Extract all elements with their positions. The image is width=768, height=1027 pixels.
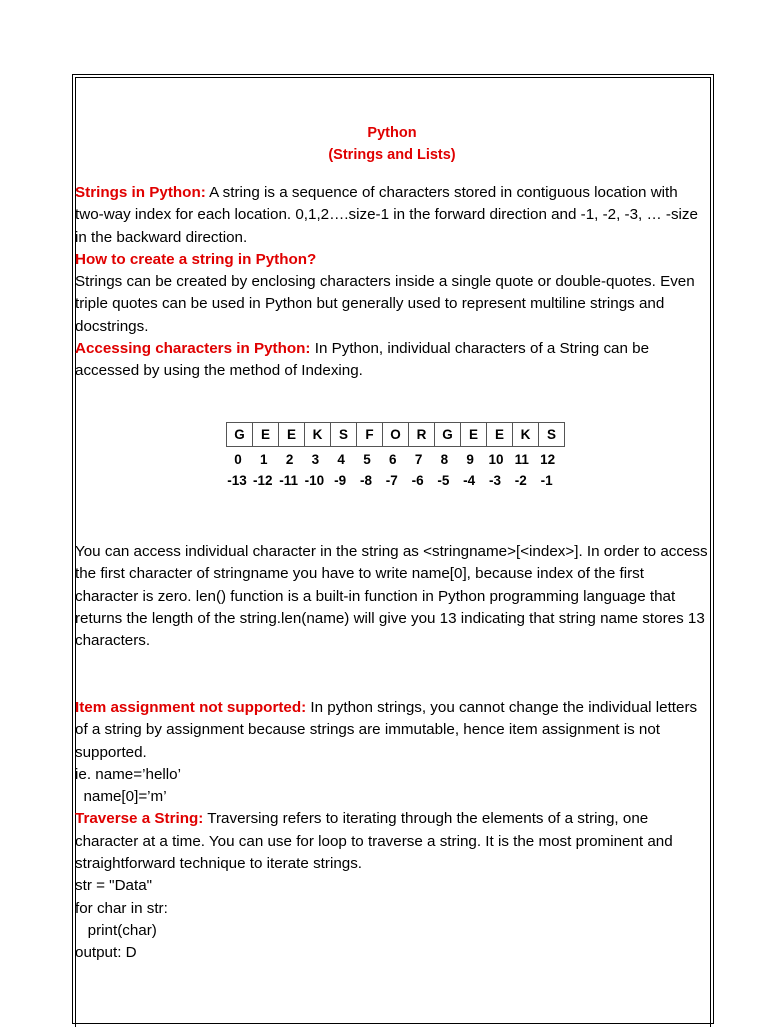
forward-index: 6 [389, 452, 397, 467]
backward-index: -8 [359, 473, 372, 488]
code-line-3: print(char) [75, 921, 157, 939]
forward-index: 10 [488, 452, 504, 467]
char-cell: K [513, 423, 539, 447]
title-line-2: (Strings and Lists) [328, 147, 456, 163]
backward-index: -11 [279, 473, 298, 488]
section-text: In python strings, you cannot change the individual letters of a string by assignment because strings are immutable, hence item assignment is not supported. [75, 699, 698, 761]
forward-index: 2 [285, 452, 294, 467]
section-text: Traversing refers to iterating through the elements of a string, one character at a time. You can use for loop to traverse a string. It is the most prominent and straightforward technique to iterate strings. [75, 810, 673, 873]
document-title [75, 122, 709, 166]
char-cell: E [487, 423, 513, 447]
backward-index: -5 [437, 473, 450, 488]
section-heading: How to create a string in Python? [75, 250, 317, 268]
char-cell: O [383, 423, 409, 447]
backward-index: -9 [334, 473, 347, 488]
char-cell: S [539, 423, 565, 447]
char-cell: G [435, 423, 461, 447]
section-heading: Traverse a String: [75, 810, 204, 828]
example-line-1: ie. name=’hello’ [75, 765, 181, 783]
backward-index: -7 [385, 473, 398, 488]
char-cell: G [227, 423, 253, 447]
forward-index: 1 [260, 452, 268, 467]
char-cell: E [279, 423, 305, 447]
section-create-string-text: Strings can be created by enclosing characters inside a single quote or double-quotes. Even triple quotes can be used in Python but generally used to represent multiline strings and docstrings. [75, 273, 695, 335]
access-paragraph: You can access individual character in the string as <stringname>[<index>]. In order to access the first character of stringname you have to write name[0], because index of the first character is zero. len() function is a built-in function in Python programming language that returns the length of the string.len(name) will give you 13 indicating that string name stores 13 characters. [75, 543, 708, 650]
char-cell: E [253, 423, 279, 447]
forward-index: 3 [311, 452, 320, 467]
backward-index: -4 [463, 473, 476, 488]
char-cell: E [461, 423, 487, 447]
code-line-4: output: D [75, 944, 137, 962]
section-strings-in-python [75, 182, 709, 249]
backward-index: -12 [253, 473, 273, 488]
forward-index: 9 [466, 452, 474, 467]
section-heading: Strings in Python: [75, 184, 206, 201]
forward-index: 5 [363, 452, 371, 467]
char-cell: R [409, 423, 435, 447]
forward-index: 0 [234, 452, 242, 467]
char-cell: F [357, 423, 383, 447]
forward-index: 4 [337, 452, 345, 467]
backward-index: -3 [488, 473, 501, 488]
backward-index: -13 [227, 473, 247, 488]
forward-index: 12 [540, 452, 556, 467]
access-paragraph-block [75, 541, 709, 652]
section-item-assignment [75, 697, 709, 764]
code-line-1: str = "Data" [75, 877, 153, 895]
section-traverse-string [75, 808, 709, 875]
char-cell: K [305, 423, 331, 447]
lower-sections [75, 697, 709, 965]
section-accessing-characters [75, 338, 709, 383]
section-text: A string is a sequence of characters stored in contiguous location with two-way index for each location. 0,1,2….size-1 in the forward direction and -1, -2, -3, … -size in the backward direction. [75, 184, 698, 246]
forward-index: 8 [440, 452, 449, 467]
char-grid [226, 422, 565, 447]
section-text: In Python, individual characters of a String can be accessed by using the method of Indexing. [75, 340, 650, 380]
section-heading: Accessing characters in Python: [75, 340, 311, 358]
forward-index: 7 [414, 452, 423, 467]
title-line-1: Python [367, 125, 417, 141]
char-row [227, 423, 565, 447]
backward-index: -1 [540, 473, 553, 488]
char-cell: S [331, 423, 357, 447]
document-body [75, 122, 709, 383]
backward-index: -10 [304, 473, 325, 488]
backward-index: -6 [411, 473, 424, 488]
forward-index: 11 [514, 452, 529, 467]
section-create-string-heading [75, 249, 709, 271]
example-line-2: name[0]=’m’ [75, 788, 167, 806]
backward-index: -2 [514, 473, 527, 488]
string-index-table [226, 422, 565, 447]
section-heading: Item assignment not supported: [75, 699, 307, 716]
code-line-2: for char in str: [75, 899, 168, 917]
